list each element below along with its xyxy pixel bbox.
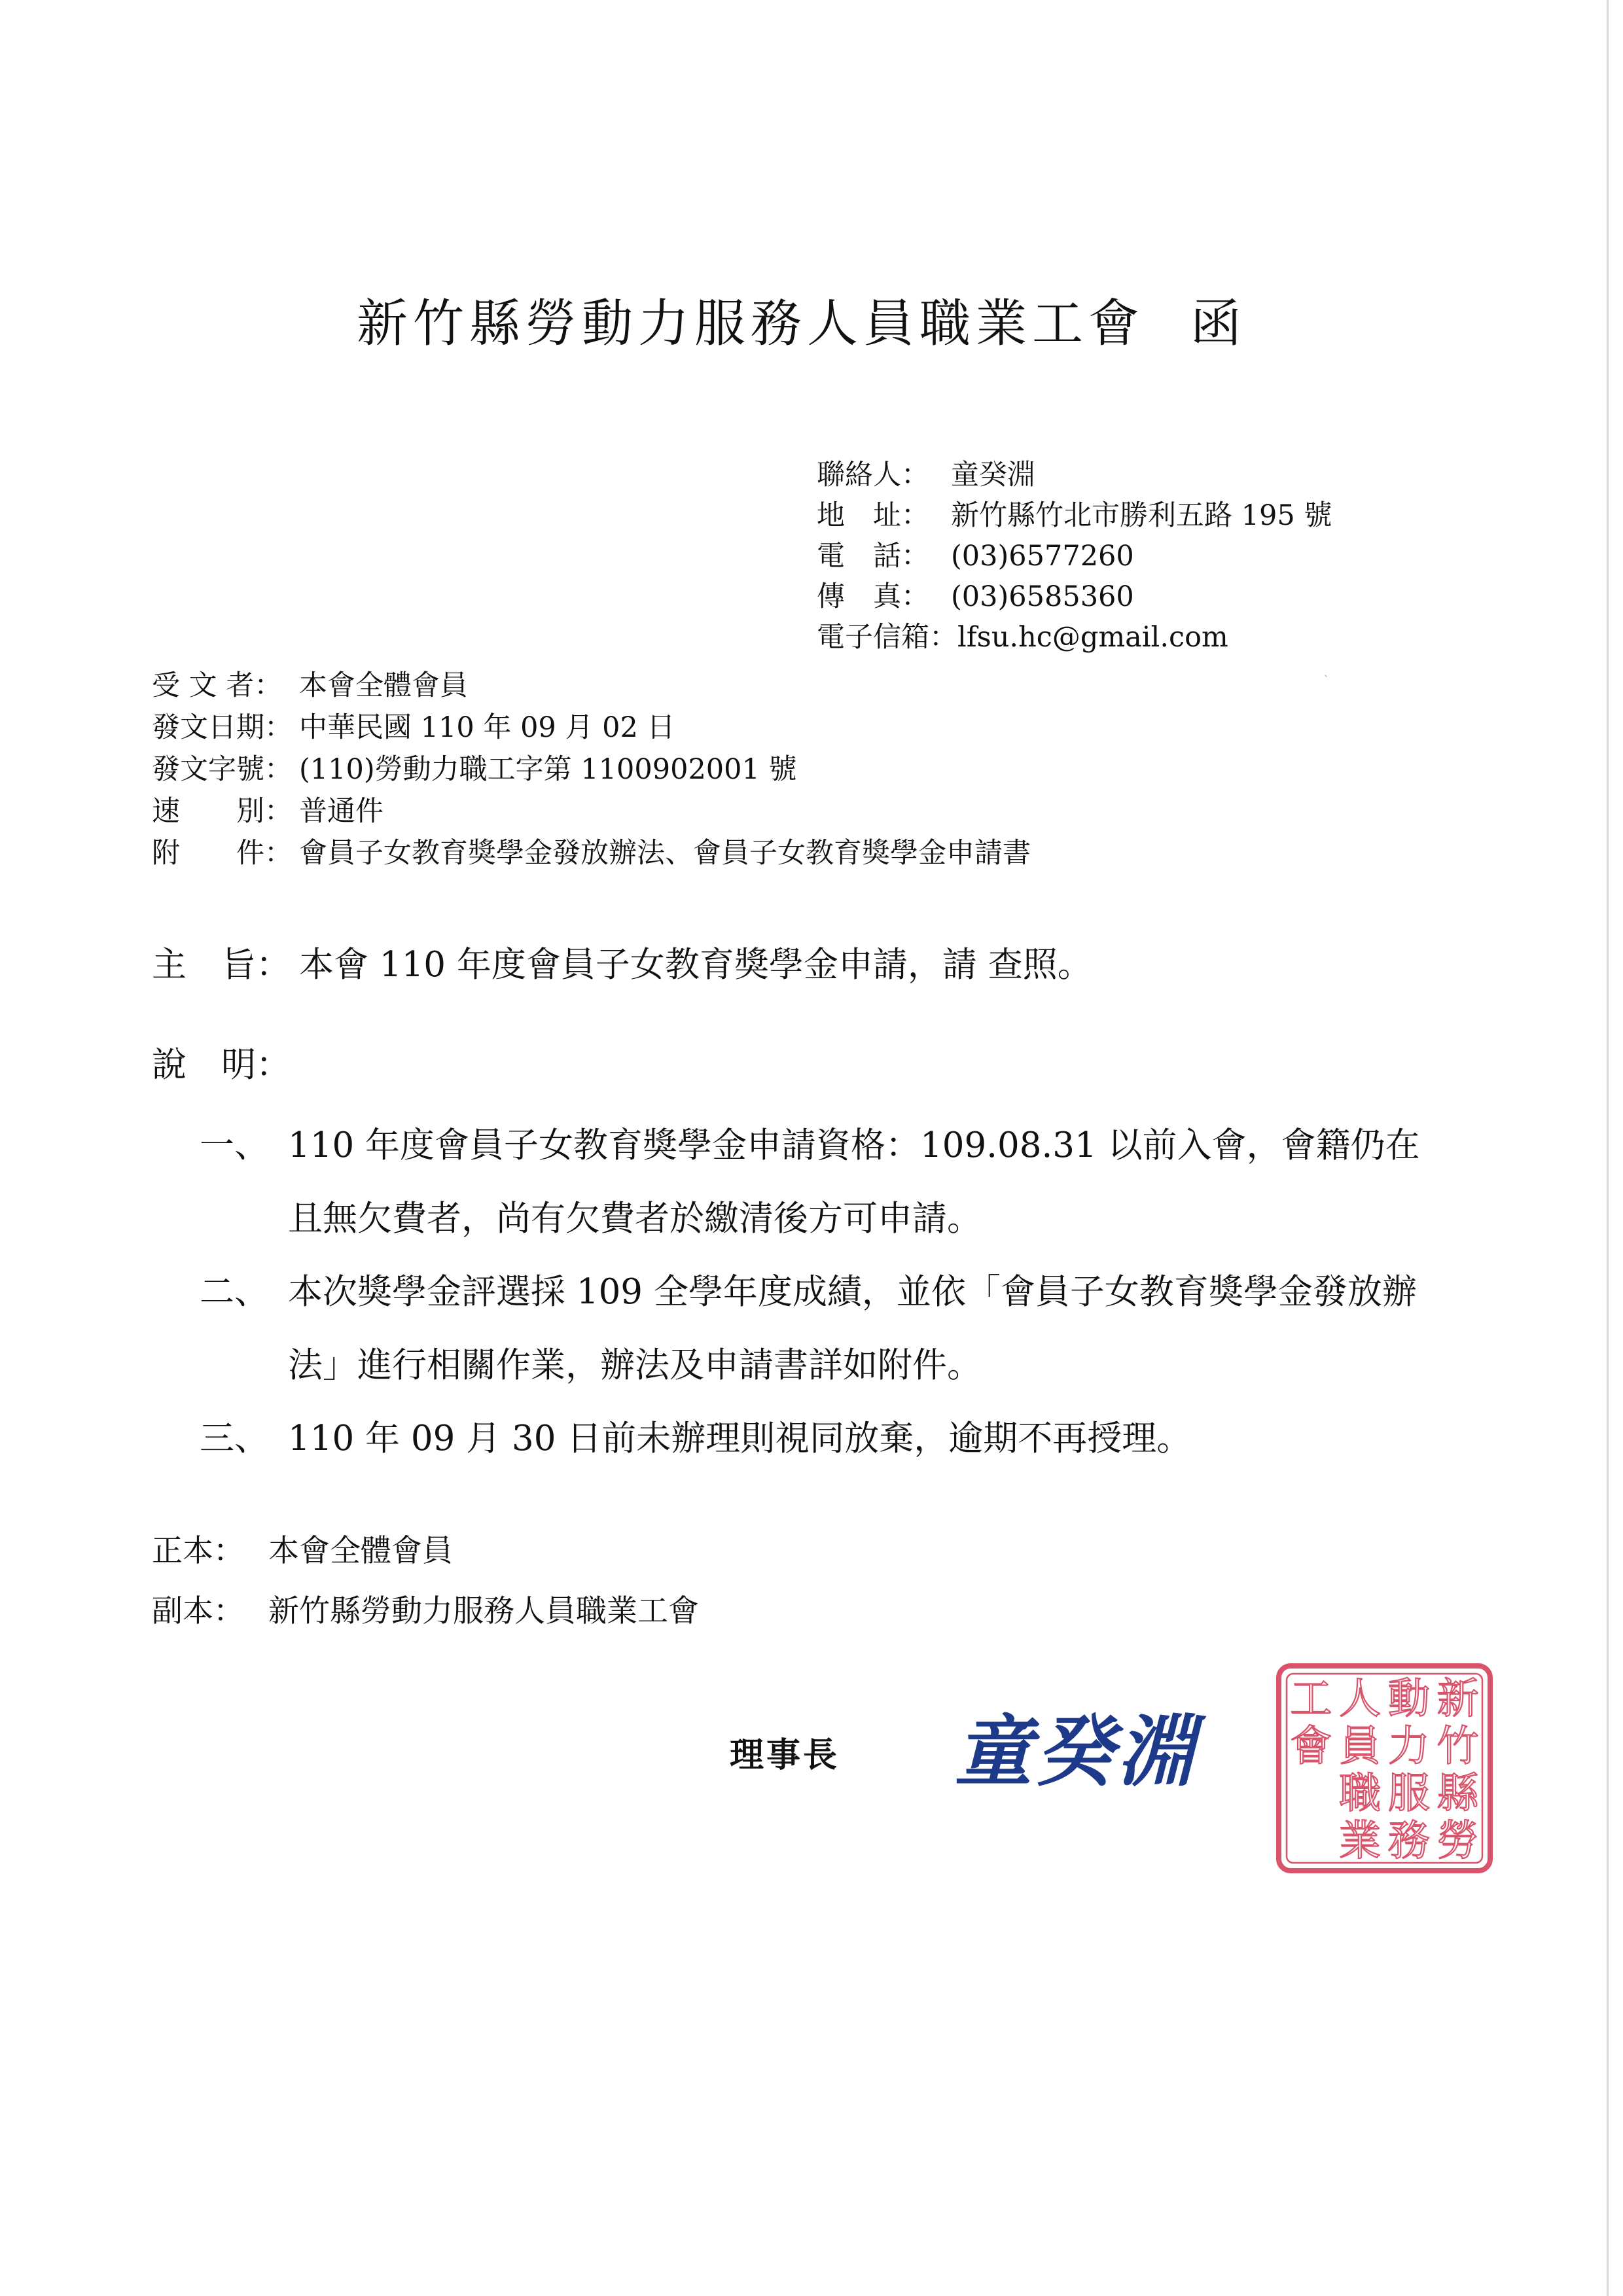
- date-row: [152, 707, 1031, 749]
- email-row: [817, 617, 1332, 658]
- seal-character: 職: [1339, 1769, 1382, 1818]
- recipient-value: 本會全體會員: [299, 669, 468, 702]
- list-item: [200, 1109, 1443, 1256]
- seal-character: 服: [1387, 1769, 1430, 1818]
- seal-character: 竹: [1436, 1722, 1479, 1771]
- item-number: 一、: [200, 1125, 269, 1165]
- item-text: 本次獎學金評選採 109 全學年度成績，並依「會員子女教育獎學金發放辦法」進行相關作業，辦法及申請書詳如附件。: [288, 1272, 1417, 1385]
- seal-character: 人: [1339, 1675, 1382, 1724]
- meta-block: [152, 665, 1031, 874]
- original-copy-value: 本會全體會員: [268, 1533, 453, 1569]
- address-value: 新竹縣竹北市勝利五路 195 號: [951, 499, 1332, 532]
- email-label: 電子信箱：: [817, 621, 957, 654]
- chairman-signature: [926, 1695, 1227, 1806]
- org-title: 新竹縣勞動力服務人員職業工會: [357, 294, 1145, 353]
- doc-number-value: (110)勞動力職工字第 1100902001 號: [299, 753, 797, 786]
- contact-value: 童癸淵: [951, 459, 1035, 491]
- contact-label: 聯絡人：: [817, 459, 929, 491]
- svg-text:童癸淵: 童癸淵: [954, 1706, 1199, 1797]
- subject-line: [152, 937, 1092, 987]
- subject-label: 主 旨：: [152, 945, 291, 985]
- doc-number-row: [152, 749, 1031, 790]
- document-title: [357, 283, 1338, 356]
- phone-value: (03)6577260: [951, 540, 1134, 573]
- subject-text: 本會 110 年度會員子女教育獎學金申請，請 查照。: [299, 945, 1092, 985]
- attachment-value: 會員子女教育獎學金發放辦法、會員子女教育獎學金申請書: [299, 837, 1031, 870]
- doc-number-label: 發文字號：: [152, 753, 293, 786]
- seal-character: 員: [1339, 1722, 1382, 1771]
- fax-row: [817, 576, 1332, 617]
- seal-character: 縣: [1436, 1769, 1479, 1818]
- contact-person-row: [817, 455, 1332, 495]
- scan-edge-line: [1607, 0, 1609, 2296]
- address-row: [817, 495, 1332, 536]
- doc-type: 函: [1190, 294, 1247, 353]
- seal-character: 力: [1387, 1722, 1430, 1771]
- explanation-heading: 說 明：: [152, 1045, 291, 1085]
- attachment-row: [152, 832, 1031, 874]
- cc-copy-row: [152, 1581, 699, 1642]
- date-value: 中華民國 110 年 09 月 02 日: [299, 711, 675, 744]
- item-number: 二、: [200, 1272, 269, 1312]
- cc-copy-label: 副本：: [152, 1593, 244, 1629]
- scan-speck: `: [1323, 673, 1330, 688]
- recipient-row: [152, 665, 1031, 707]
- copies-block: [152, 1521, 699, 1642]
- organization-seal: [1275, 1662, 1494, 1875]
- chairman-title: 理事長: [730, 1735, 840, 1775]
- seal-character: 務: [1387, 1816, 1430, 1865]
- list-item: [200, 1256, 1443, 1402]
- contact-block: [817, 455, 1332, 658]
- seal-character: 新: [1436, 1675, 1479, 1724]
- list-item: [200, 1402, 1443, 1475]
- phone-row: [817, 536, 1332, 576]
- email-value: lfsu.hc@gmail.com: [957, 621, 1228, 654]
- original-copy-row: [152, 1521, 699, 1581]
- address-label: 地 址：: [817, 499, 929, 532]
- priority-label: 速 別：: [152, 795, 293, 828]
- seal-character: 業: [1339, 1816, 1382, 1865]
- seal-character: 動: [1387, 1675, 1430, 1724]
- priority-row: [152, 790, 1031, 832]
- phone-label: 電 話：: [817, 540, 929, 573]
- recipient-label: 受 文 者：: [152, 669, 283, 702]
- date-label: 發文日期：: [152, 711, 293, 744]
- explanation-list: [200, 1109, 1443, 1475]
- attachment-label: 附 件：: [152, 837, 293, 870]
- priority-value: 普通件: [299, 795, 383, 828]
- cc-copy-value: 新竹縣勞動力服務人員職業工會: [268, 1593, 699, 1629]
- item-text: 110 年 09 月 30 日前未辦理則視同放棄，逾期不再授理。: [288, 1419, 1192, 1458]
- item-text: 110 年度會員子女教育獎學金申請資格：109.08.31 以前入會，會籍仍在且無欠費者，尚有欠費者於繳清後方可申請。: [288, 1125, 1420, 1239]
- seal-character: 會: [1290, 1722, 1332, 1771]
- fax-value: (03)6585360: [951, 580, 1134, 613]
- item-number: 三、: [200, 1419, 269, 1458]
- seal-character: 工: [1290, 1675, 1332, 1724]
- fax-label: 傳 真：: [817, 580, 929, 613]
- seal-character: 勞: [1436, 1816, 1479, 1865]
- original-copy-label: 正本：: [152, 1533, 244, 1569]
